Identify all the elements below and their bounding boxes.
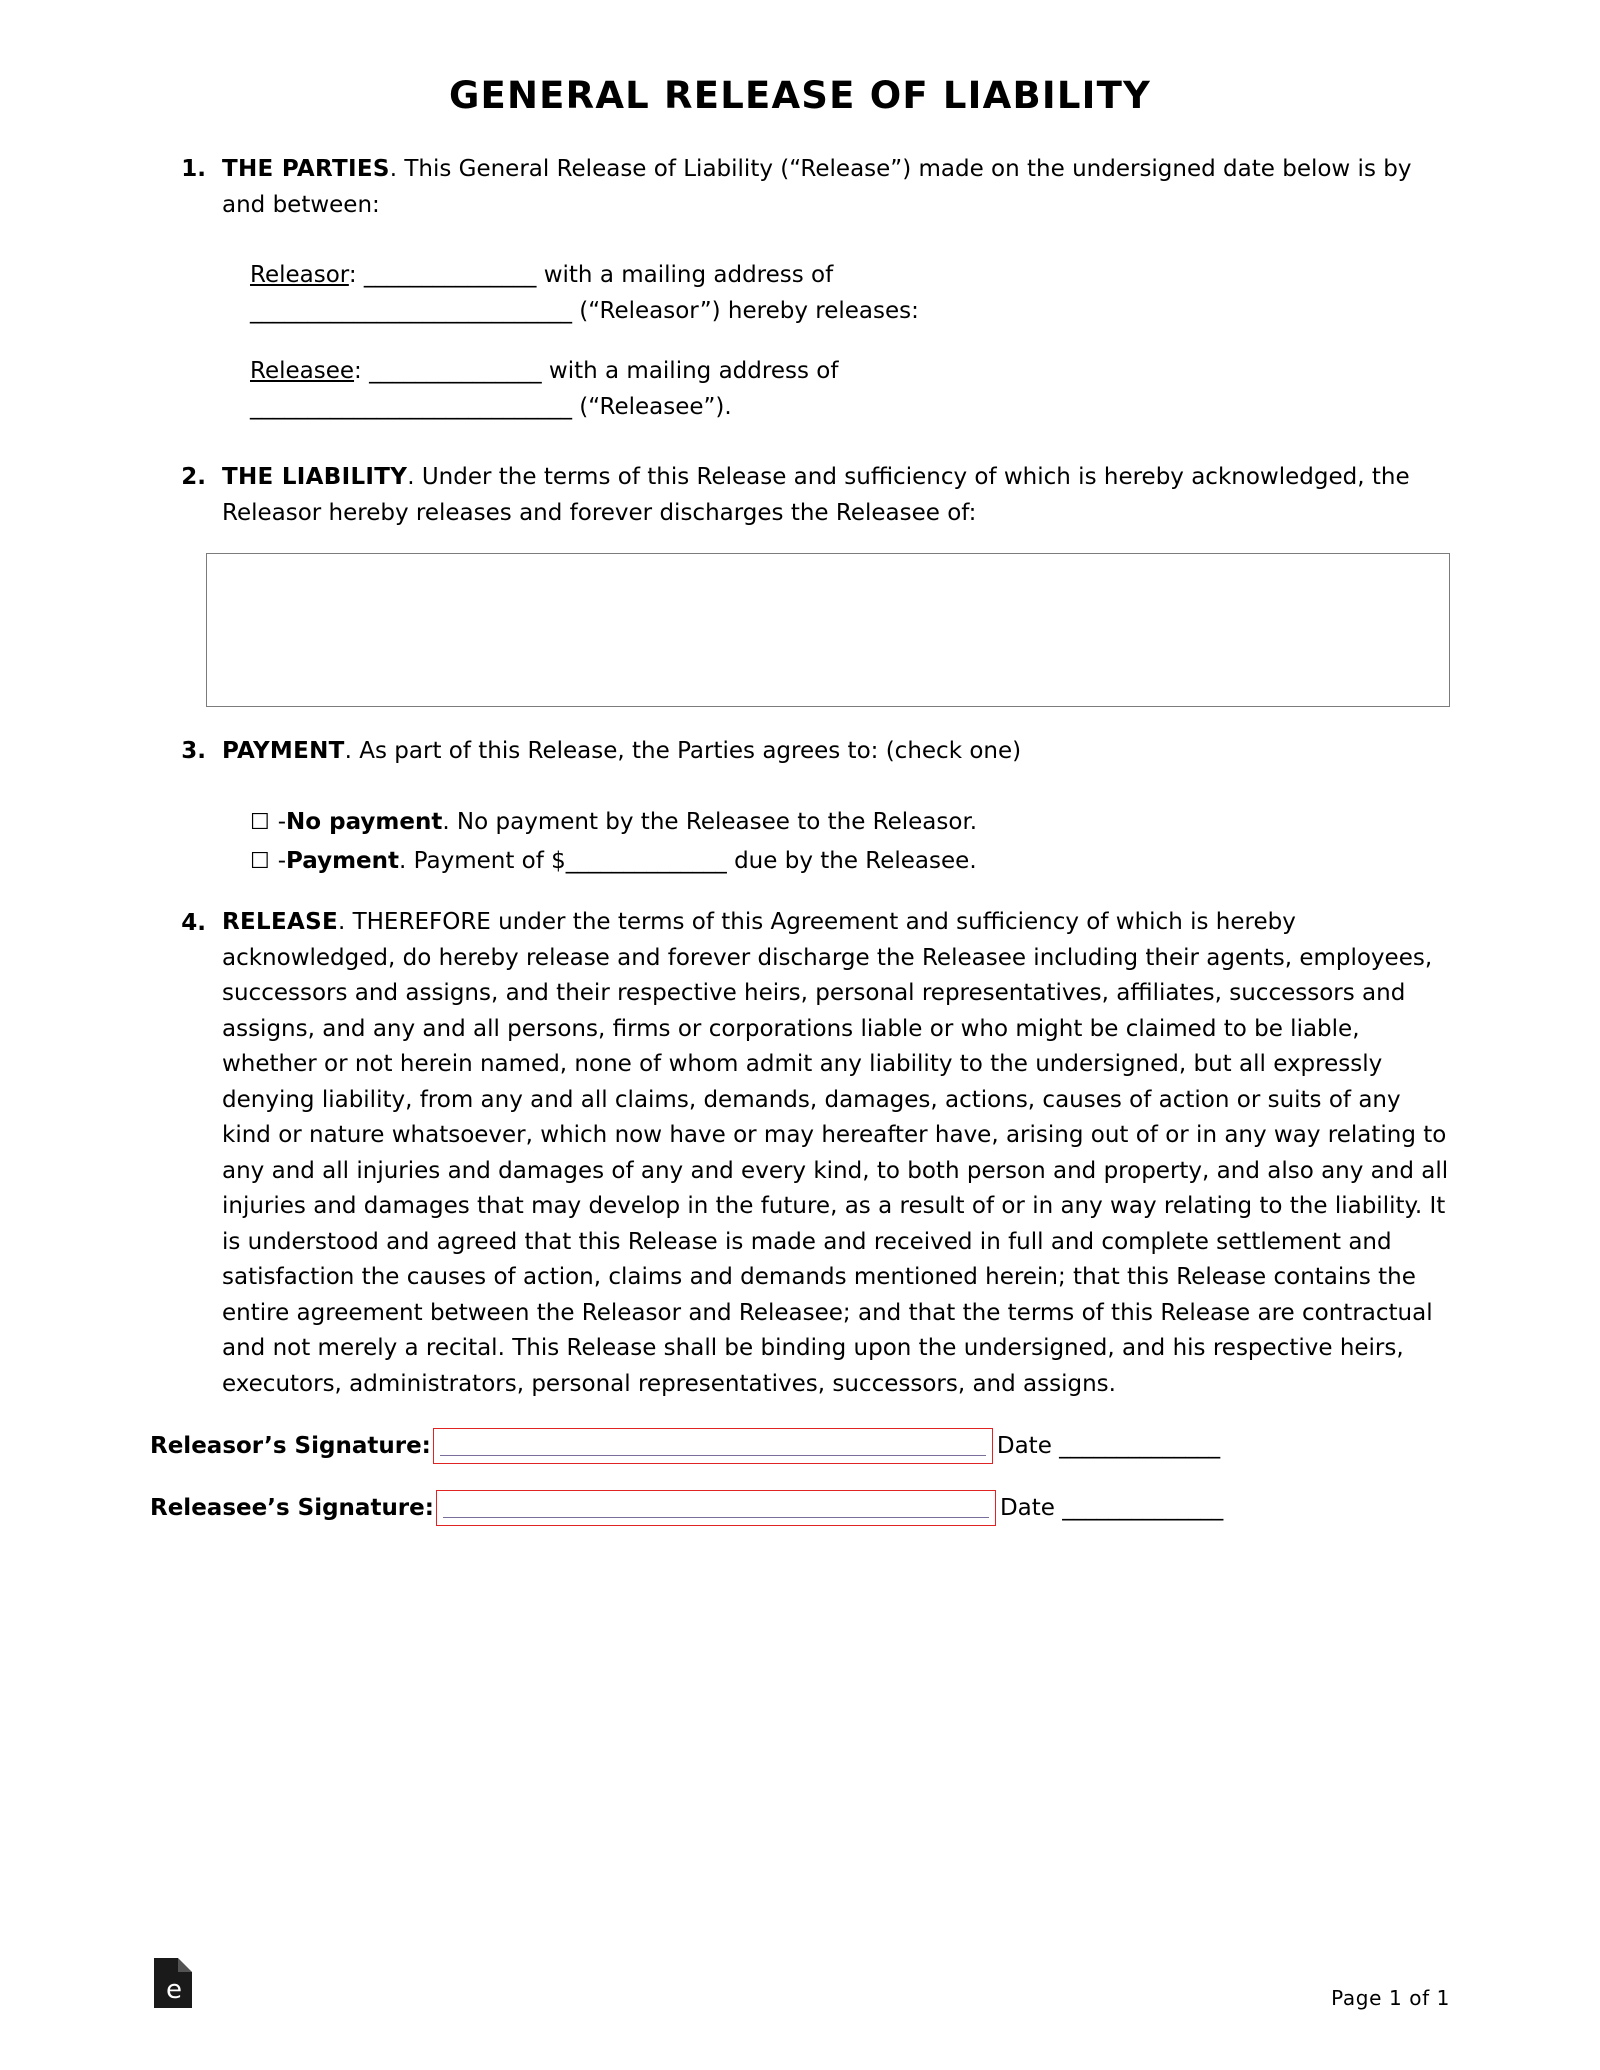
- page-title: GENERAL RELEASE OF LIABILITY: [448, 74, 1152, 117]
- clause-text: [222, 459, 1450, 531]
- liability-description-field[interactable]: [206, 553, 1450, 707]
- payment-option-no-payment[interactable]: [250, 803, 1450, 842]
- spacer: [150, 779, 1450, 803]
- clause-heading: THE PARTIES: [222, 156, 390, 182]
- page-number: Page 1 of 1: [1331, 1986, 1450, 2010]
- clause-number: 1.: [181, 156, 206, 182]
- releasor-signature-row: [150, 1428, 1450, 1464]
- releasee-signature-row: [150, 1490, 1450, 1526]
- releasor-line-1: [250, 257, 1450, 293]
- clause-heading: THE LIABILITY: [222, 464, 408, 490]
- releasee-signature-input[interactable]: [436, 1490, 996, 1526]
- clause-number: 4.: [181, 910, 206, 936]
- eforms-logo-icon: [150, 1956, 196, 2010]
- clause-parties: [150, 151, 1450, 223]
- payment-option-label: No payment: [286, 809, 443, 835]
- checkbox-icon[interactable]: ☐: [250, 810, 270, 835]
- page-footer: [150, 1956, 1450, 2010]
- clause-body-text: . This General Release of Liability (“Release”) made on the undersigned date below is by and between:: [222, 156, 1412, 218]
- clause-body-text: . As part of this Release, the Parties agrees to: (check one): [344, 738, 1022, 764]
- clause-body-text: . Under the terms of this Release and sufficiency of which is hereby acknowledged, the Releasor hereby releases and forever discharges the Releasee of:: [222, 464, 1410, 526]
- releasee-block: [250, 353, 1450, 425]
- payment-option-text: . No payment by the Releasee to the Releasor.: [442, 809, 978, 835]
- payment-option-payment[interactable]: [250, 842, 1450, 881]
- clause-body-text: . THEREFORE under the terms of this Agreement and sufficiency of which is hereby acknowledged, do hereby release and forever discharge the Releasee including their agents, employees, successors and assigns, and their respective heirs, personal representatives, affiliates, successors and assigns, and any and all persons, firms or corporations liable or who might be claimed to be liable, whether or not herein named, none of whom admit any liability to the undersigned, but all expressly denying liability, from any and all claims, demands, damages, actions, causes of action or suits of any kind or nature whatsoever, which now have or may hereafter have, arising out of or in any way relating to any and all injuries and damages of any and every kind, to both person and property, and also any and all injuries and damages that may develop in the future, as a result of or in any way relating to the liability. It is understood and agreed that this Release is made and received in full and complete settlement and satisfaction the causes of action, claims and demands mentioned herein; that this Release contains the entire agreement between the Releasor and Releasee; and that the terms of this Release are contractual and not merely a recital. This Release shall be binding upon the undersigned, and his respective heirs, executors, administrators, personal representatives, successors, and assigns.: [222, 909, 1449, 1397]
- clause-liability: [150, 459, 1450, 531]
- clause-heading: PAYMENT: [222, 738, 345, 764]
- releasee-signature-label: Releasee’s Signature:: [150, 1495, 434, 1521]
- payment-option-text: . Payment of $______________ due by the Releasee.: [399, 848, 977, 874]
- clause-text: [222, 905, 1450, 1402]
- releasor-signature-label: Releasor’s Signature:: [150, 1433, 431, 1459]
- clause-text: [222, 151, 1450, 223]
- releasee-date-field[interactable]: Date ______________: [999, 1495, 1224, 1521]
- checkbox-icon[interactable]: ☐: [250, 849, 270, 874]
- releasor-line-1-text: : _______________ with a mailing address of: [348, 262, 834, 288]
- payment-option-dash: -: [277, 848, 287, 874]
- clause-heading: RELEASE: [222, 909, 338, 935]
- payment-option-dash: -: [277, 809, 287, 835]
- releasor-signature-input[interactable]: [433, 1428, 993, 1464]
- releasee-line-2: ____________________________ (“Releasee”).: [250, 394, 732, 420]
- spacer: [150, 233, 1450, 257]
- clause-text: [222, 733, 1450, 769]
- spacer: [150, 329, 1450, 353]
- clause-number: 2.: [181, 464, 206, 490]
- releasor-line-2: ____________________________ (“Releasor”) hereby releases:: [250, 298, 919, 324]
- releasor-date-field[interactable]: Date ______________: [996, 1433, 1221, 1459]
- releasor-label: Releasor: [250, 262, 349, 288]
- releasee-line-1: [250, 353, 1450, 389]
- payment-options: [250, 803, 1450, 881]
- spacer: [150, 425, 1450, 459]
- clause-release: [150, 905, 1450, 1402]
- svg-text:e: e: [166, 1975, 182, 2005]
- releasee-label: Releasee: [250, 358, 355, 384]
- spacer: [150, 881, 1450, 905]
- releasee-line-1-text: : _______________ with a mailing address of: [354, 358, 839, 384]
- payment-option-label: Payment: [286, 848, 400, 874]
- clause-number: 3.: [181, 738, 206, 764]
- releasor-block: [250, 257, 1450, 329]
- clause-payment: [150, 733, 1450, 769]
